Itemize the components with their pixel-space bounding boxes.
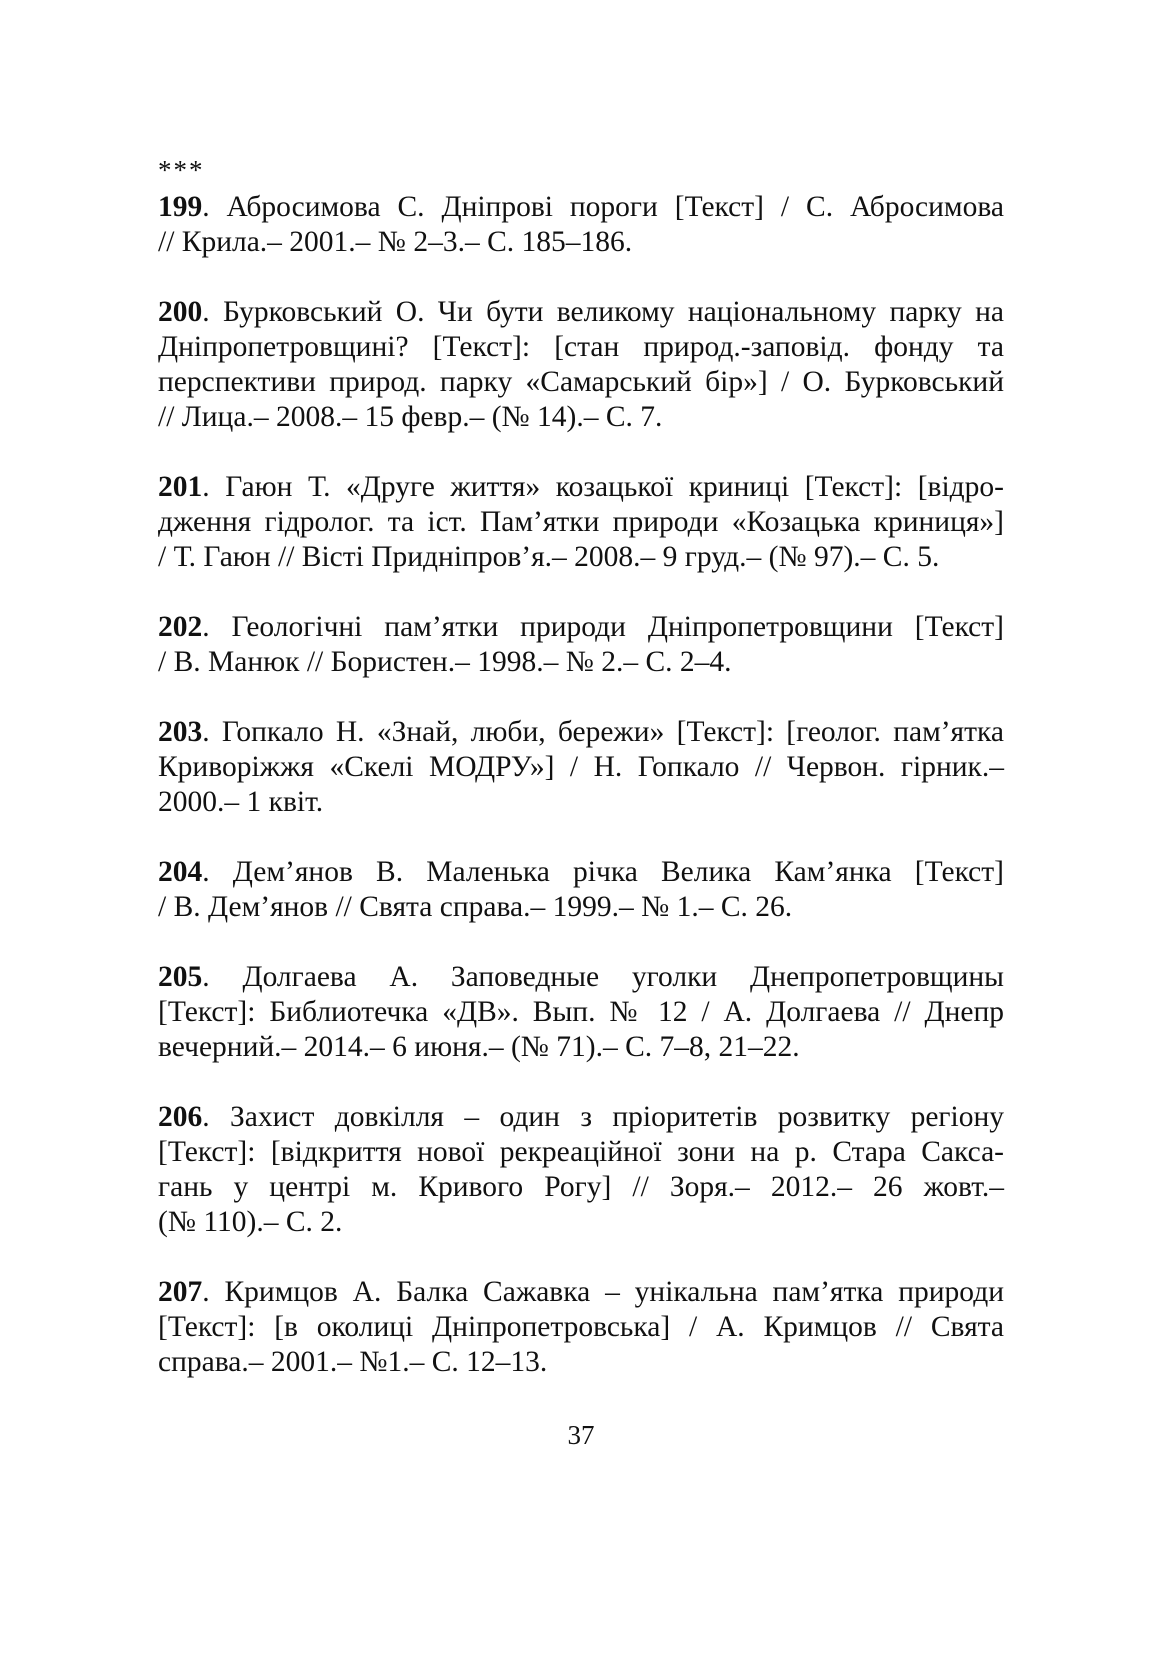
bibliography-entry	[158, 610, 1004, 680]
entry-line	[158, 1135, 1004, 1170]
entry-line	[158, 645, 1004, 680]
entry-line	[158, 1310, 1004, 1345]
entry-line	[158, 715, 1004, 750]
entry-line	[158, 750, 1004, 785]
bibliography-entry	[158, 715, 1004, 820]
entry-number: 200	[158, 296, 203, 328]
entry-text: . Геологічні пам’ятки природи Дніпропетровщини [Текст]	[202, 611, 1004, 643]
entry-text: // Крила.– 2001.– № 2–3.– С. 185–186.	[158, 226, 633, 258]
entry-line	[158, 400, 1004, 435]
entry-text: . Гаюн Т. «Друге життя» козацької криниці [Текст]: [відро-	[202, 471, 1004, 503]
entry-text: Криворіжжя «Скелі МОДРУ»] / Н. Гопкало // Червон. гірник.–	[158, 751, 1004, 783]
entry-number: 201	[158, 471, 203, 503]
bibliography-entry	[158, 190, 1004, 260]
entry-text: . Абросимова С. Дніпрові пороги [Текст] / С. Абросимова	[202, 191, 1004, 223]
page-number: 37	[567, 1420, 595, 1450]
entry-line	[158, 190, 1004, 225]
entry-text: справа.– 2001.– №1.– С. 12–13.	[158, 1346, 548, 1378]
entry-line	[158, 785, 1004, 820]
entry-line	[158, 505, 1004, 540]
entry-text: . Долгаева А. Заповедные уголки Днепропетровщины	[202, 961, 1004, 993]
entry-line	[158, 890, 1004, 925]
entry-line	[158, 1345, 1004, 1380]
entry-text: . Бурковський О. Чи бути великому національному парку на	[202, 296, 1004, 328]
entry-line	[158, 365, 1004, 400]
entry-text: / Т. Гаюн // Вісті Придніпров’я.– 2008.– 9 груд.– (№ 97).– С. 5.	[158, 541, 940, 573]
entry-text: дження гідролог. та іст. Пам’ятки природи «Козацька криниця»]	[158, 506, 1004, 538]
entry-line	[158, 1205, 1004, 1240]
bibliography-entry	[158, 470, 1004, 575]
entry-number: 204	[158, 856, 203, 888]
entry-text: перспективи природ. парку «Самарський бір»] / О. Бурковський	[158, 366, 1004, 398]
entry-number: 205	[158, 961, 203, 993]
section-separator: ***	[158, 155, 205, 185]
bibliography-page	[158, 156, 1004, 1415]
entry-text: / В. Манюк // Бористен.– 1998.– № 2.– С. 2–4.	[158, 646, 732, 678]
entry-text: Дніпропетровщині? [Текст]: [стан природ.-заповід. фонду та	[158, 331, 1004, 363]
entry-text: . Дем’янов В. Маленька річка Велика Кам’янка [Текст]	[202, 856, 1004, 888]
entry-text: . Захист довкілля – один з пріоритетів розвитку регіону	[202, 1101, 1004, 1133]
entry-number: 203	[158, 716, 203, 748]
entry-number: 207	[158, 1276, 203, 1308]
entry-line	[158, 610, 1004, 645]
entry-line	[158, 1030, 1004, 1065]
bibliography-entry	[158, 1100, 1004, 1240]
bibliography-list	[158, 190, 1004, 1380]
bibliography-entry	[158, 960, 1004, 1065]
entry-number: 202	[158, 611, 203, 643]
entry-line	[158, 1170, 1004, 1205]
entry-line	[158, 470, 1004, 505]
entry-text: // Лица.– 2008.– 15 февр.– (№ 14).– С. 7.	[158, 401, 663, 433]
entry-text: вечерний.– 2014.– 6 июня.– (№ 71).– С. 7–8, 21–22.	[158, 1031, 800, 1063]
entry-text: . Кримцов А. Балка Сажавка – унікальна пам’ятка природи	[202, 1276, 1004, 1308]
entry-text: [Текст]: [в околиці Дніпропетровська] / А. Кримцов // Свята	[158, 1311, 1004, 1343]
entry-line	[158, 855, 1004, 890]
entry-line	[158, 540, 1004, 575]
entry-line	[158, 1275, 1004, 1310]
entry-text: [Текст]: Библиотечка «ДВ». Вып. № 12 / А. Долгаева // Днепр	[158, 996, 1004, 1028]
entry-line	[158, 295, 1004, 330]
entry-line	[158, 995, 1004, 1030]
entry-line	[158, 225, 1004, 260]
entry-text: 2000.– 1 квіт.	[158, 786, 324, 818]
entry-text: (№ 110).– С. 2.	[158, 1206, 343, 1238]
entry-line	[158, 330, 1004, 365]
entry-line	[158, 1100, 1004, 1135]
entry-number: 206	[158, 1101, 203, 1133]
entry-text: [Текст]: [відкриття нової рекреаційної зони на р. Стара Сакса-	[158, 1136, 1004, 1168]
entry-line	[158, 960, 1004, 995]
entry-text: / В. Дем’янов // Свята справа.– 1999.– № 1.– С. 26.	[158, 891, 793, 923]
entry-text: гань у центрі м. Кривого Рогу] // Зоря.– 2012.– 26 жовт.–	[158, 1171, 1004, 1203]
bibliography-entry	[158, 1275, 1004, 1380]
entry-number: 199	[158, 191, 203, 223]
entry-text: . Гопкало Н. «Знай, люби, бережи» [Текст]: [геолог. пам’ятка	[202, 716, 1004, 748]
bibliography-entry	[158, 295, 1004, 435]
bibliography-entry	[158, 855, 1004, 925]
